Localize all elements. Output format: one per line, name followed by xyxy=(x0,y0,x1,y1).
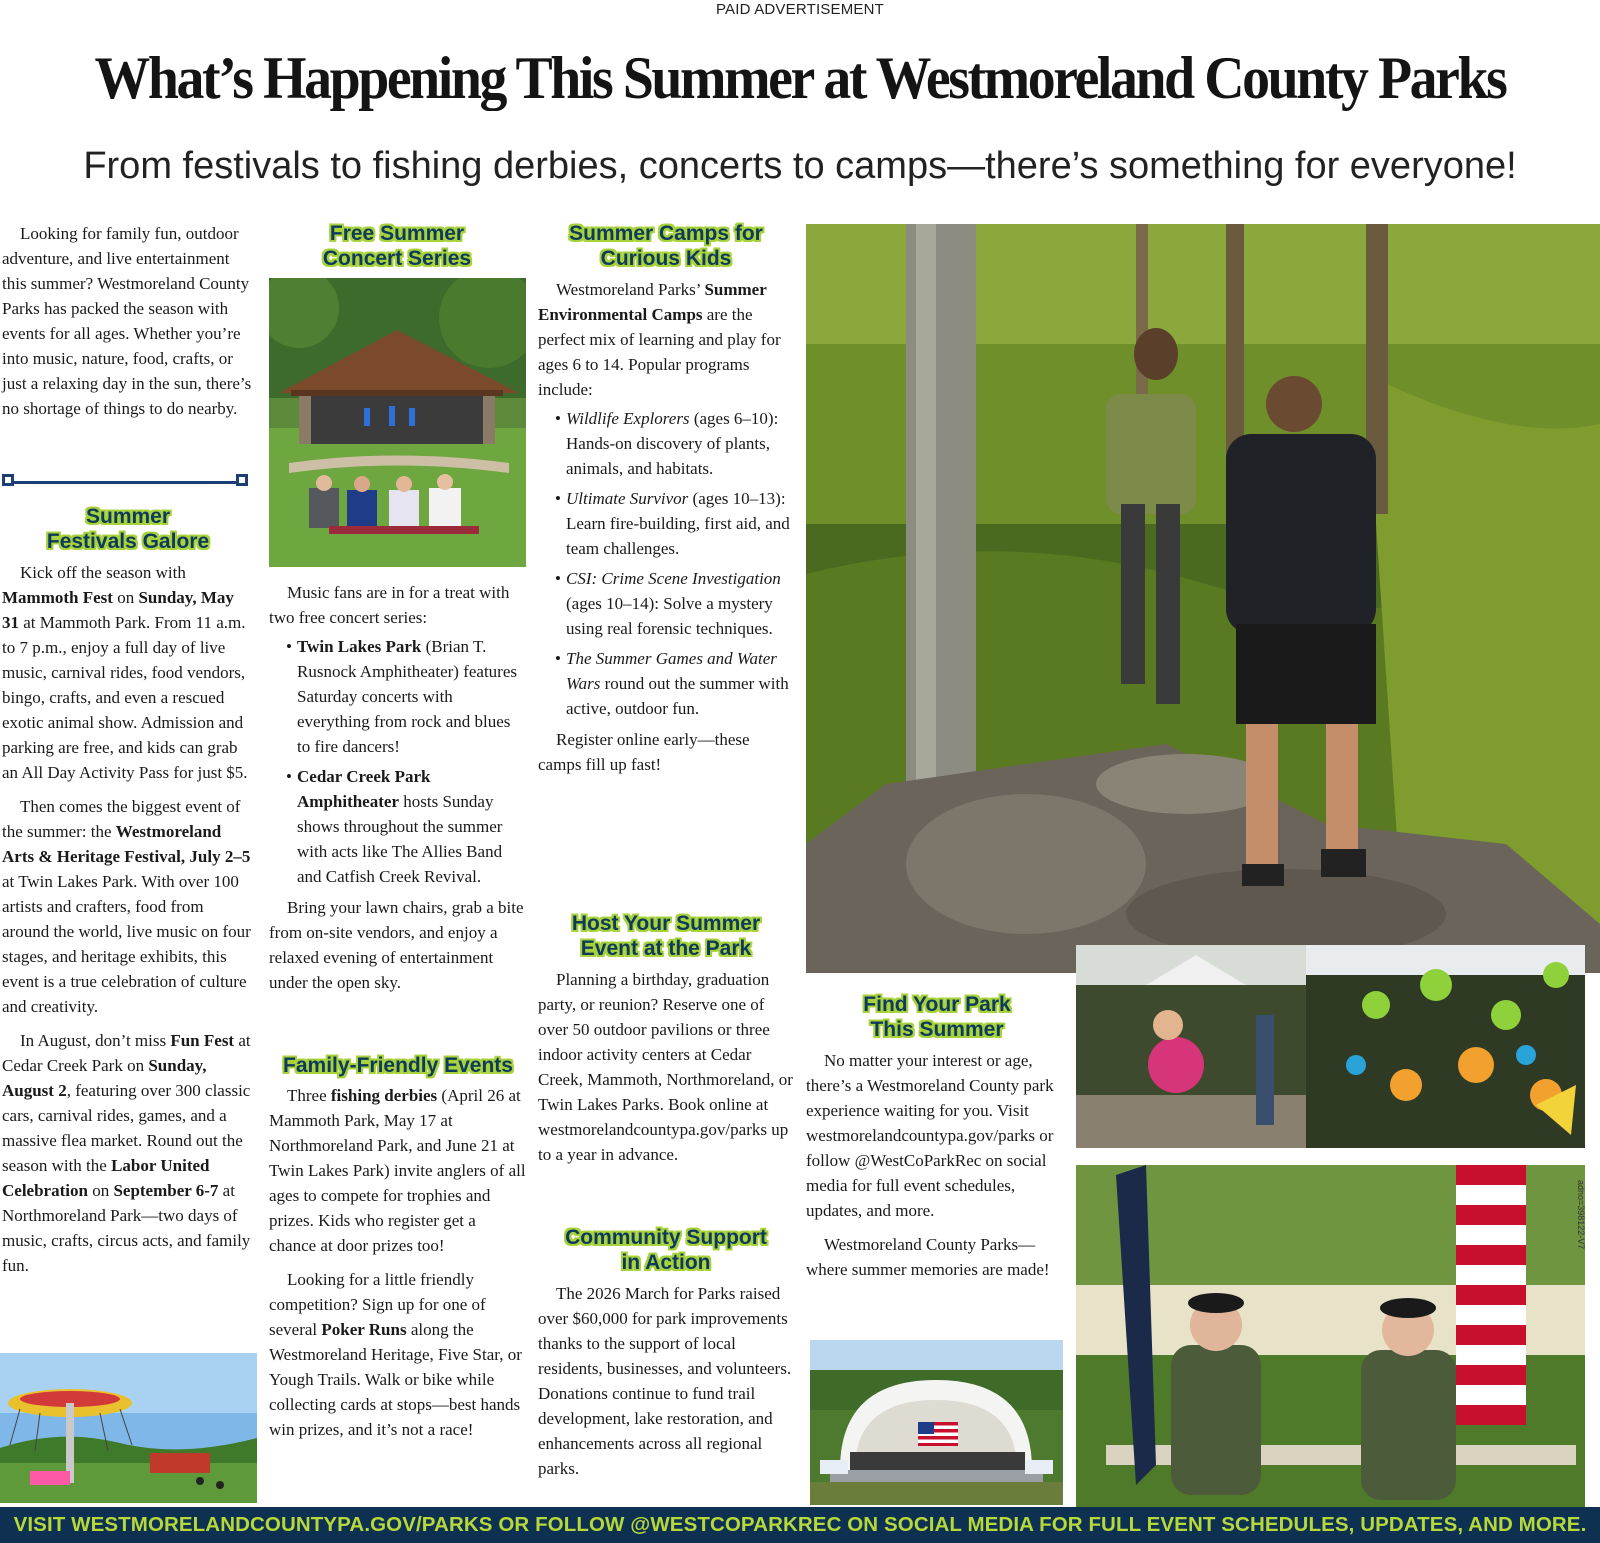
find-paragraph-2: Westmoreland County Parks—where summer memories are made! xyxy=(806,1235,1050,1279)
list-item: • CSI: Crime Scene Investigation (ages 10–14): Solve a mystery using real forensic techniques. xyxy=(538,566,794,641)
family-section xyxy=(269,1053,527,1451)
hikers-trail-photo xyxy=(806,224,1600,973)
camps-outro: Register online early—these camps fill up fast! xyxy=(538,730,750,774)
list-item: • Wildlife Explorers (ages 6–10): Hands-on discovery of plants, animals, and habitats. xyxy=(538,406,794,481)
find-heading: Find Your Park This Summer xyxy=(863,993,1011,1041)
footer-text: VISIT WESTMORELANDCOUNTYPA.GOV/PARKS OR FOLLOW @WESTCOPARKREC ON SOCIAL MEDIA FOR FULL EVENT SCHEDULES, UPDATES, AND MORE. xyxy=(13,1513,1587,1536)
community-heading: Community Support in Action xyxy=(565,1226,767,1274)
list-item: • Ultimate Survivor (ages 10–13): Learn fire-building, first aid, and team challenges. xyxy=(538,486,794,561)
concerts-list xyxy=(269,634,527,889)
host-section xyxy=(538,911,794,1176)
concerts-intro: Music fans are in for a treat with two free concert series: xyxy=(269,583,510,627)
list-item: • Cedar Creek Park Amphitheater hosts Sunday shows throughout the summer with acts like The Allies Band and Catfish Creek Revival. xyxy=(269,764,527,889)
camps-section xyxy=(538,221,794,786)
concerts-section xyxy=(269,580,527,1004)
subheadline: From festivals to fishing derbies, concerts to camps—there’s something for everyone! xyxy=(83,145,1517,187)
festivals-heading: Summer Festivals Galore xyxy=(46,505,210,553)
carnival-ride-photo xyxy=(0,1353,257,1503)
family-paragraph-2: Looking for a little friendly competition? Sign up for one of several Poker Runs along the Westmoreland Heritage, Five Star, or Yough Trails. Walk or bike while collecting cards at stops—best hands win prizes, and it’s not a race! xyxy=(269,1270,522,1439)
concerts-outro: Bring your lawn chairs, grab a bite from on-site vendors, and enjoy a relaxed evening of entertainment under the open sky. xyxy=(269,898,524,992)
craft-booth-photo xyxy=(1076,945,1585,1148)
host-heading: Host Your Summer Event at the Park xyxy=(571,912,761,960)
family-paragraph-1: Three fishing derbies (April 26 at Mammoth Park, May 17 at Northmoreland Park, and June 21 at Twin Lakes Park) invite anglers of all ages to compete for trophies and prizes. Kids who register get a chance at door prizes too! xyxy=(269,1086,526,1255)
headline: What’s Happening This Summer at Westmoreland County Parks xyxy=(94,45,1506,111)
pavilion-concert-photo xyxy=(269,278,526,567)
intro-paragraph: Looking for family fun, outdoor adventure, and live entertainment this summer? Westmoreland County Parks has packed the season with events for all ages. Whether you’re into music, nature, food, crafts, or just a relaxing day in the sun, there’s no shortage of things to do nearby. xyxy=(2,224,252,418)
concerts-heading: Free Summer Concert Series xyxy=(322,222,472,270)
find-paragraph-1: No matter your interest or age, there’s a Westmoreland County park experience waiting for you. Visit westmorelandcountypa.gov/parks or follow @WestCoParkRec on social media for full event schedules, updates, and more. xyxy=(806,1051,1054,1220)
veterans-flag-photo xyxy=(1076,1165,1585,1509)
family-heading: Family-Friendly Events xyxy=(283,1054,513,1077)
list-item: • The Summer Games and Water Wars round out the summer with active, outdoor fun. xyxy=(538,646,794,721)
paid-advertisement-label: PAID ADVERTISEMENT xyxy=(715,1,885,18)
festivals-paragraph-3: In August, don’t miss Fun Fest at Cedar Creek Park on Sunday, August 2, featuring over 300 classic cars, carnival rides, games, and a massive flea market. Round out the season with the Labor United Celebration on September 6-7 at Northmoreland Park—two days of music, crafts, circus acts, and family fun. xyxy=(2,1031,251,1275)
section-divider xyxy=(2,473,248,491)
community-section xyxy=(538,1225,794,1490)
find-section xyxy=(806,992,1068,1291)
camps-intro: Westmoreland Parks’ Summer Environmental Camps are the perfect mix of learning and play for ages 6 to 14. Popular programs include: xyxy=(538,280,781,399)
camps-heading: Summer Camps for Curious Kids xyxy=(569,222,763,270)
festivals-paragraph-2: Then comes the biggest event of the summer: the Westmoreland Arts & Heritage Festival, July 2–5 at Twin Lakes Park. With over 100 artists and crafters, food from around the world, live music on four stages, and heritage exhibits, this event is a true celebration of culture and creativity. xyxy=(2,797,251,1016)
column-2 xyxy=(268,221,526,277)
festivals-paragraph-1: Kick off the season with Mammoth Fest on Sunday, May 31 at Mammoth Park. From 11 a.m. to 7 p.m., enjoy a full day of live music, carnival rides, food vendors, bingo, crafts, and even a rescued exotic animal show. Admission and parking are free, and kids can grab an All Day Activity Pass for just $5. xyxy=(2,563,248,782)
community-body: The 2026 March for Parks raised over $60,000 for park improvements thanks to the support of local residents, businesses, and volunteers. Donations continue to fund trail development, lake restoration, and enhancements across all regional parks. xyxy=(538,1284,792,1478)
amphitheater-flag-photo xyxy=(810,1340,1063,1505)
camps-list xyxy=(538,406,794,721)
list-item: • Twin Lakes Park (Brian T. Rusnock Amphitheater) features Saturday concerts with everything from rock and blues to fire dancers! xyxy=(269,634,527,759)
host-body: Planning a birthday, graduation party, or reunion? Reserve one of over 50 outdoor pavilions or three indoor activity centers at Cedar Creek, Mammoth, Northmoreland, or Twin Lakes Parks. Book online at westmorelandcountypa.gov/parks up to a year in advance. xyxy=(538,970,793,1164)
festivals-section xyxy=(2,504,254,1287)
column-1 xyxy=(2,221,252,421)
footer-banner xyxy=(0,1507,1600,1543)
ad-number: adno=398122-V7 xyxy=(1576,1180,1586,1250)
